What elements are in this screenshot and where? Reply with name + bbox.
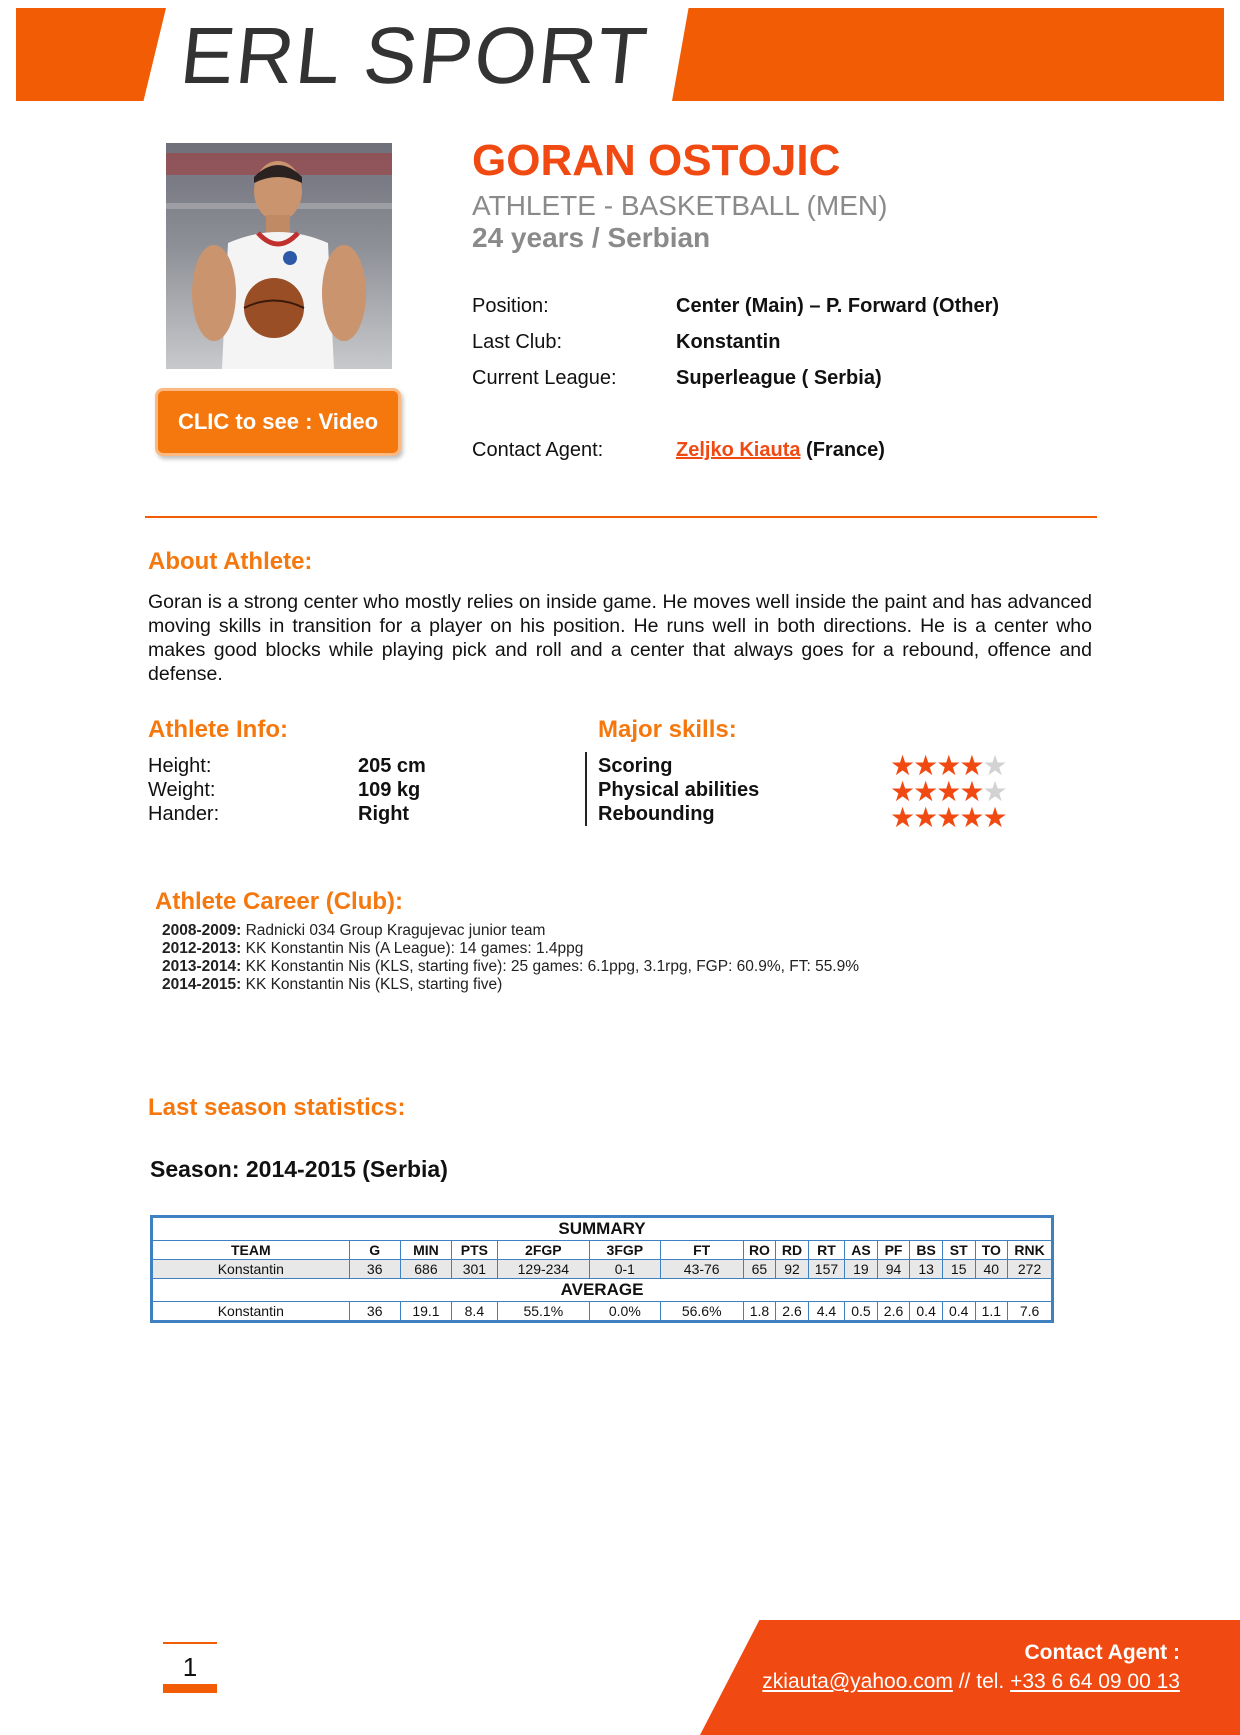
about-heading: About Athlete:: [148, 548, 313, 575]
stats-average-cell: 36: [349, 1302, 400, 1321]
stats-header-cell: RNK: [1008, 1241, 1052, 1260]
star-filled-icon: ★: [890, 776, 914, 807]
career-heading: Athlete Career (Club):: [155, 888, 404, 915]
career-years: 2008-2009:: [162, 922, 242, 939]
stats-average-cell: 0.5: [845, 1302, 878, 1321]
career-years: 2013-2014:: [162, 958, 242, 975]
stats-summary-cell: 92: [776, 1260, 809, 1279]
last-club-value: Konstantin: [676, 331, 781, 353]
major-skills-heading: Major skills:: [598, 716, 737, 743]
stats-summary-cell: 301: [452, 1260, 498, 1279]
star-filled-icon: ★: [982, 802, 1006, 833]
footer-contact: [762, 1670, 1180, 1694]
stats-header-cell: TO: [975, 1241, 1008, 1260]
stats-header-cell: MIN: [400, 1241, 451, 1260]
skill-scoring: Scoring: [598, 755, 673, 777]
star-filled-icon: ★: [936, 802, 960, 833]
stats-header-cell: ST: [942, 1241, 975, 1260]
stats-header-cell: PTS: [452, 1241, 498, 1260]
stats-average-cell: Konstantin: [153, 1302, 350, 1321]
star-filled-icon: ★: [913, 776, 937, 807]
header-banner-right: [672, 8, 1224, 101]
skill-physical: Physical abilities: [598, 779, 760, 801]
footer-contact-title: Contact Agent :: [1024, 1641, 1180, 1664]
hander-value: Right: [358, 803, 410, 825]
stats-average-cell: 2.6: [877, 1302, 910, 1321]
brand-logo: ERL SPORT: [176, 11, 653, 100]
contact-agent-label: Contact Agent:: [472, 439, 604, 461]
stats-summary-cell: 19: [845, 1260, 878, 1279]
career-text: KK Konstantin Nis (A League): 14 games: 1.4ppg: [241, 940, 584, 957]
video-button[interactable]: CLIC to see : Video: [155, 388, 401, 456]
career-list: [162, 922, 859, 994]
stats-header-cell: BS: [910, 1241, 943, 1260]
stats-summary-cell: 13: [910, 1260, 943, 1279]
career-text: Radnicki 034 Group Kragujevac junior team: [241, 922, 546, 939]
page-number-rule-top: [163, 1642, 217, 1644]
stats-summary-cell: 65: [743, 1260, 776, 1279]
stats-average-cell: 7.6: [1008, 1302, 1052, 1321]
stars-rebounding: [890, 804, 1006, 832]
stats-header-cell: RD: [776, 1241, 809, 1260]
star-filled-icon: ★: [936, 750, 960, 781]
stats-summary-cell: 94: [877, 1260, 910, 1279]
hander-label: Hander:: [148, 803, 220, 825]
position-label: Position:: [472, 295, 549, 317]
athlete-photo: [166, 143, 392, 369]
stats-summary-cell: 129-234: [497, 1260, 589, 1279]
star-filled-icon: ★: [959, 802, 983, 833]
stats-average-cell: 4.4: [808, 1302, 844, 1321]
stats-average-cell: 19.1: [400, 1302, 451, 1321]
stats-header-cell: 2FGP: [497, 1241, 589, 1260]
stats-average-cell: 1.1: [975, 1302, 1008, 1321]
stats-average-cell: 0.0%: [589, 1302, 660, 1321]
career-years: 2014-2015:: [162, 976, 242, 993]
stats-summary-cell: 272: [1008, 1260, 1052, 1279]
stats-header-cell: G: [349, 1241, 400, 1260]
stats-header-cell: RO: [743, 1241, 776, 1260]
star-filled-icon: ★: [959, 776, 983, 807]
statistics-heading: Last season statistics:: [148, 1094, 406, 1121]
star-empty-icon: ★: [982, 750, 1006, 781]
page-number-rule-bottom: [163, 1684, 217, 1693]
career-text: KK Konstantin Nis (KLS, starting five): 25 games: 6.1ppg, 3.1rpg, FGP: 60.9%, FT: 55.9%: [241, 958, 860, 975]
stats-summary-cell: 43-76: [660, 1260, 743, 1279]
current-league-value: Superleague ( Serbia): [676, 367, 882, 389]
stats-header-cell: FT: [660, 1241, 743, 1260]
stats-header-cell: TEAM: [153, 1241, 350, 1260]
career-entry: [162, 922, 859, 940]
stats-average-cell: 0.4: [910, 1302, 943, 1321]
stats-summary-cell: 36: [349, 1260, 400, 1279]
career-entry: [162, 976, 859, 994]
skill-rebounding: Rebounding: [598, 803, 715, 825]
weight-label: Weight:: [148, 779, 216, 801]
stats-table: [150, 1215, 1054, 1323]
star-filled-icon: ★: [936, 776, 960, 807]
contact-agent-value: [676, 439, 885, 462]
stats-header-cell: 3FGP: [589, 1241, 660, 1260]
career-entry: [162, 940, 859, 958]
average-caption: AVERAGE: [153, 1279, 1052, 1302]
career-years: 2012-2013:: [162, 940, 242, 957]
career-text: KK Konstantin Nis (KLS, starting five): [241, 976, 503, 993]
stats-summary-cell: Konstantin: [153, 1260, 350, 1279]
athlete-info-heading: Athlete Info:: [148, 716, 288, 743]
header-banner-left: [16, 8, 166, 101]
stats-average-row: [153, 1302, 1052, 1321]
about-text: Goran is a strong center who mostly relies on inside game. He moves well inside the paint and has advanced moving skills in transition for a player on his position. He runs well in both directions. He is a center who makes good blocks while playing pick and roll and a center that always goes for a rebound, offence and defense.: [148, 591, 1092, 685]
stats-header-row: [153, 1241, 1052, 1260]
height-label: Height:: [148, 755, 212, 777]
page-number: 1: [182, 1652, 198, 1682]
position-value: Center (Main) – P. Forward (Other): [676, 295, 1000, 317]
stats-average-cell: 55.1%: [497, 1302, 589, 1321]
stats-average-cell: 2.6: [776, 1302, 809, 1321]
star-filled-icon: ★: [959, 750, 983, 781]
stats-header-cell: AS: [845, 1241, 878, 1260]
weight-value: 109 kg: [358, 779, 421, 801]
stats-average-cell: 1.8: [743, 1302, 776, 1321]
athlete-subtitle: ATHLETE - BASKETBALL (MEN): [472, 190, 888, 221]
athlete-age-nationality: 24 years / Serbian: [472, 222, 711, 253]
footer-phone-link[interactable]: +33 6 64 09 00 13: [1010, 1670, 1180, 1693]
star-empty-icon: ★: [982, 776, 1006, 807]
stats-summary-row: [153, 1260, 1052, 1279]
star-filled-icon: ★: [913, 750, 937, 781]
stats-summary-cell: 15: [942, 1260, 975, 1279]
agent-name-link[interactable]: Zeljko Kiauta: [676, 439, 801, 461]
stats-summary-cell: 0-1: [589, 1260, 660, 1279]
star-filled-icon: ★: [890, 802, 914, 833]
stats-header-cell: PF: [877, 1241, 910, 1260]
stats-average-cell: 56.6%: [660, 1302, 743, 1321]
section-divider: [145, 516, 1097, 518]
career-entry: [162, 958, 859, 976]
stats-header-cell: RT: [808, 1241, 844, 1260]
footer-email-link[interactable]: zkiauta@yahoo.com: [762, 1670, 953, 1693]
stats-summary-cell: 686: [400, 1260, 451, 1279]
height-value: 205 cm: [358, 755, 426, 777]
last-club-label: Last Club:: [472, 331, 563, 353]
athlete-name: GORAN OSTOJIC: [472, 136, 841, 185]
current-league-label: Current League:: [472, 367, 617, 389]
stats-average-cell: 0.4: [942, 1302, 975, 1321]
agent-country: (France): [800, 439, 885, 461]
star-filled-icon: ★: [913, 802, 937, 833]
season-title: Season: 2014-2015 (Serbia): [150, 1156, 448, 1182]
stats-summary-cell: 40: [975, 1260, 1008, 1279]
stats-average-cell: 8.4: [452, 1302, 498, 1321]
athlete-photo-image: [166, 143, 392, 369]
stats-summary-cell: 157: [808, 1260, 844, 1279]
star-filled-icon: ★: [890, 750, 914, 781]
summary-caption: SUMMARY: [153, 1218, 1052, 1241]
footer-separator: // tel.: [952, 1670, 1011, 1693]
skills-divider: [585, 752, 587, 826]
